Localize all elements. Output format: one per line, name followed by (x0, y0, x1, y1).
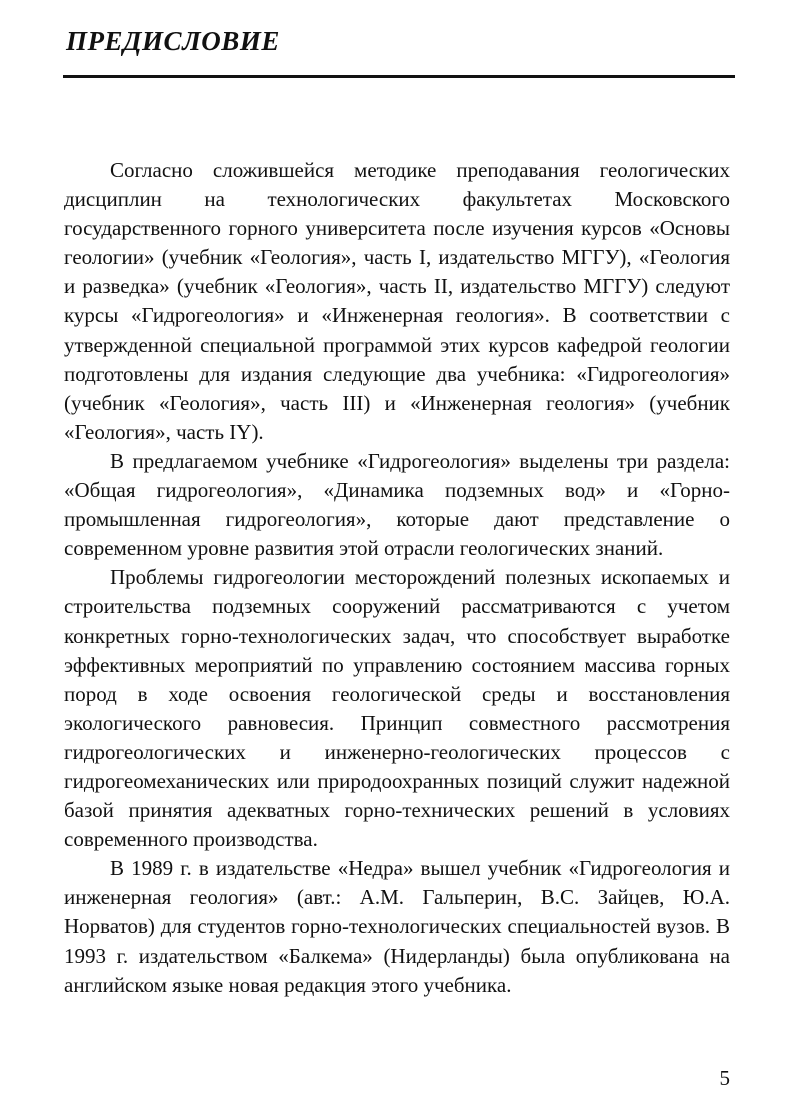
paragraph-4: В 1989 г. в издательстве «Недра» вышел учебник «Гидрогеология и инженерная геология» (авт.: А.М. Гальперин, В.С. Зайцев, Ю.А. Норватов) для студентов горно-технологических специальностей вузов. В 1993 г. издательством «Балкема» (Нидерланды) была опубликована на английском языке новая редакция этого учебника. (64, 856, 730, 997)
paragraph-3: Проблемы гидрогеологии месторождений полезных ископаемых и строительства подземных сооружений рассматриваются с учетом конкретных горно-технологических задач, что способствует выработке эффективных мероприятий по управлению состоянием массива горных пород в ходе освоения геологической среды и восстановления экологического равновесия. Принцип совместного рассмотрения гидрогеологических и инженерно-геологических процессов с гидрогеомеханических или природоохранных позиций служит надежной базой принятия адекватных горно-технических решений в условиях современного производства. (64, 565, 730, 852)
page-heading: ПРЕДИСЛОВИЕ (66, 26, 280, 56)
paragraph-2: В предлагаемом учебнике «Гидрогеология» выделены три раздела: «Общая гидрогеология», «Динамика подземных вод» и «Горно-промышленная гидрогеология», которые дают представление о современном уровне развития этой отрасли геологических знаний. (64, 448, 730, 561)
heading-underline-rule (63, 75, 735, 78)
paragraph-1: Согласно сложившейся методике преподавания геологических дисциплин на технологических факультетах Московского государственного горного университета после изучения курсов «Основы геологии» (учебник «Геология», часть I, издательство МГГУ), «Геология и разведка» (учебник «Геология», часть II, издательство МГГУ) следуют курсы «Гидрогеология» и «Инженерная геология». В соответствии с утвержденной специальной программой этих курсов кафедрой геологии подготовлены для издания следующие два учебника: «Гидрогеология» (учебник «Геология», часть III) и «Инженерная геология» (учебник «Геология», часть IY). (64, 158, 730, 444)
page-number: 5 (719, 1066, 730, 1090)
body-text (64, 156, 730, 1000)
